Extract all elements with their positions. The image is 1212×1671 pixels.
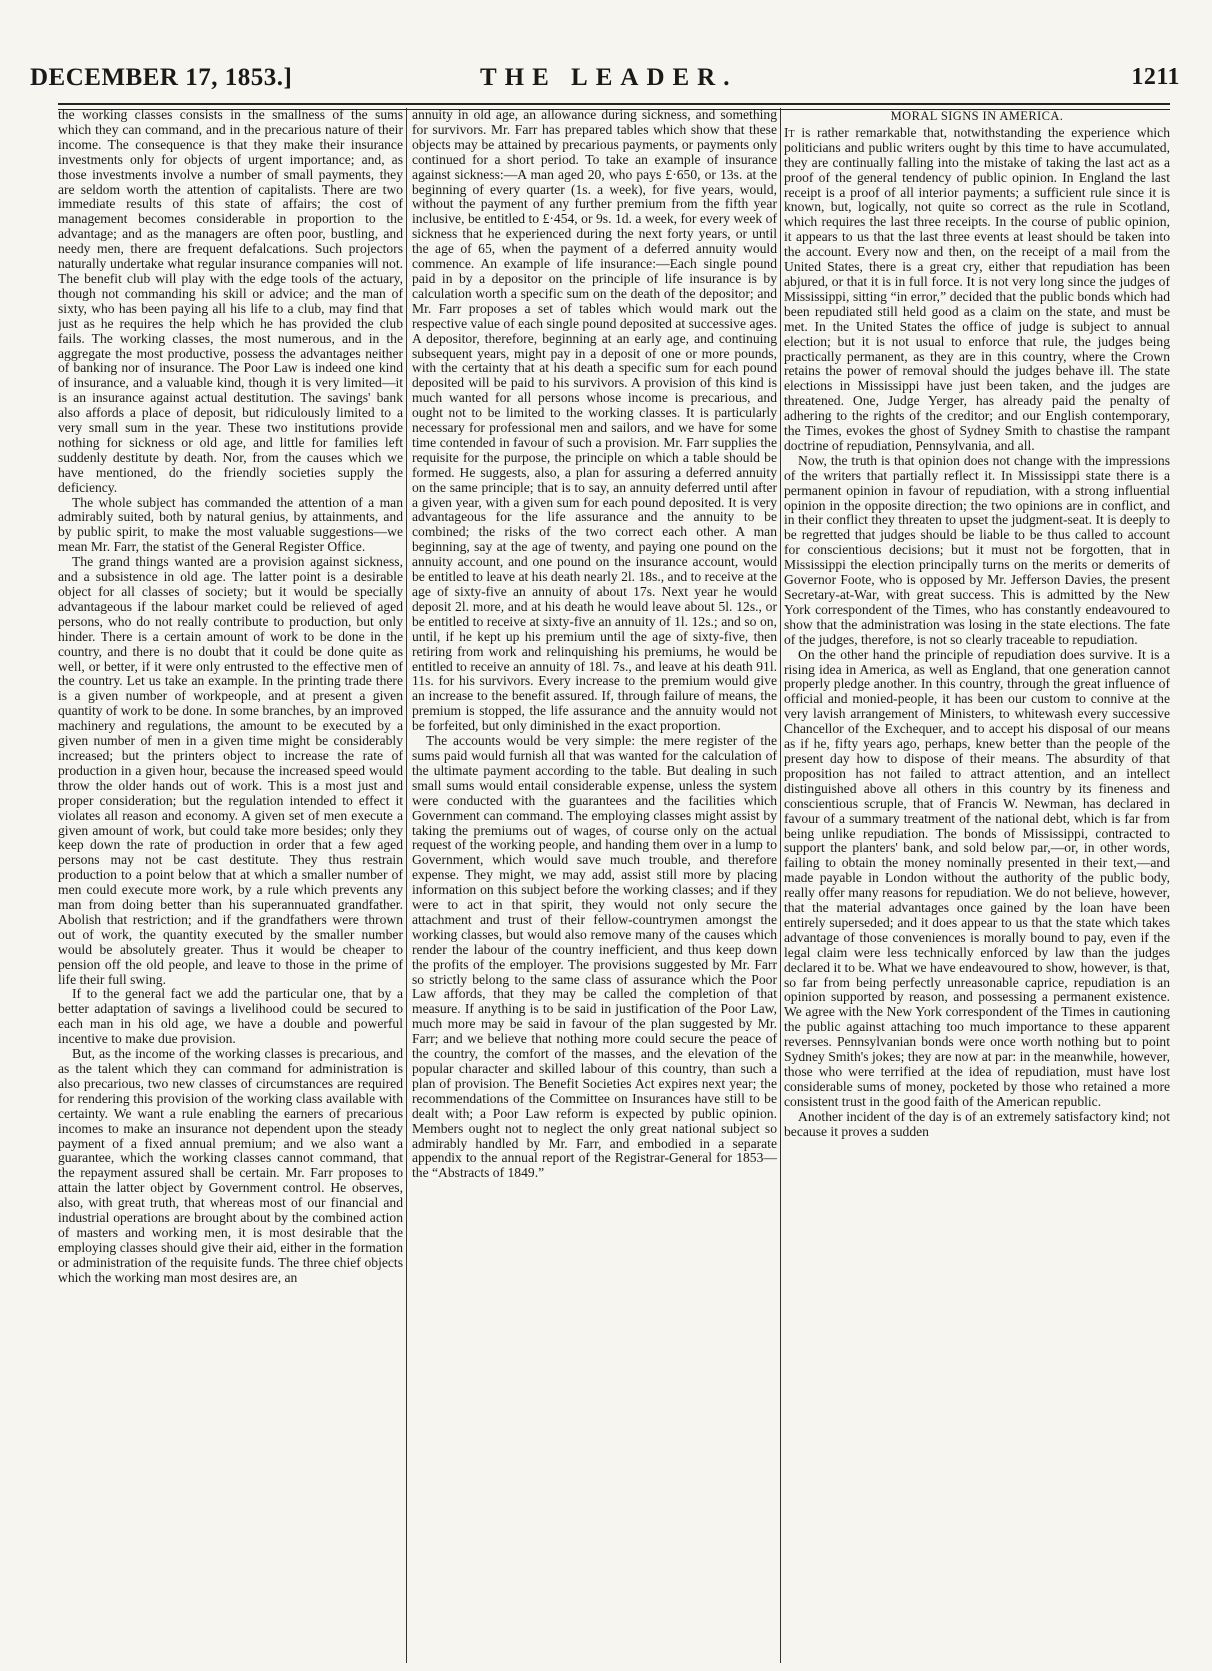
article-heading: MORAL SIGNS IN AMERICA. — [890, 109, 1064, 123]
paragraph: The accounts would be very simple: the mere register of the sums paid would furnish all that was wanted for the calculation of the ultimate payment according to the table. But dealing in such small sums would entail considerable expense, unless the system were conducted with the guarantees and the facilities which Government can command. The employing classes might assist by taking the premiums out of wages, of course only on the actual request of the working people, and handing them over in a lump to Government, which would save much trouble, and therefore expense. They might, we may add, assist still more by placing information on this subject before the working classes; and if they were to act in that spirit, they would not only secure the attachment and trust of their fellow-countrymen amongst the working classes, but would also remove many of the causes which render the labour of the country inefficient, and thus keep down the profits of the employer. The provisions suggested by Mr. Farr so strictly belong to the same class of assurance which the Poor Law affords, that they may be called the completion of that measure. If anything is to be said in justification of the Poor Law, much more may be said in favour of the plan suggested by Mr. Farr; and we believe that nothing more could secure the peace of the country, the comfort of the masses, and the elevation of the popular character and skilled labour of this country, than such a plan of provision. The Benefit Societies Act expires next year; the recommendations of the Committee on Insurances have still to be dealt with; a Poor Law reform is expected by public opinion. Members ought not to neglect the only great national subject so admirably handled by Mr. Farr, and embodied in a separate appendix to the annual report of the Registrar-General for 1853—the “Abstracts of 1849.” — [412, 733, 777, 1181]
paragraph: annuity in old age, an allowance during sickness, and something for survivors. Mr. Farr has prepared tables which show that these objects may be attained by precarious payments, or payments only continued for a short period. To take an example of insurance against sickness:—A man aged 20, who pays £·650, or 13s. at the beginning of every quarter (1s. a week), for five years, would, without the payment of any further premium from the fifth year inclusive, be entitled to £·454, or 9s. 1d. a week, for every week of sickness that he experienced during the next forty years, or until the age of 65, when the payment of a deferred annuity would commence. An example of life insurance:—Each single pound paid in by a depositor on the principle of life insurance is by calculation worth a specific sum on the death of the depositor; and Mr. Farr proposes a set of tables which would mark out the respective value of each single pound deposited at successive ages. A depositor, therefore, beginning at an early age, and continuing subsequent years, might pay in a deposit of one or more pounds, with the certainty that at his death a specific sum for each pound deposited will be paid to his survivors. A provision of this kind is much wanted for all persons whose income is precarious, and ought not to be limited to the working classes. It is particularly necessary for professional men and sailors, and we have for some time contended in favour of such a provision. Mr. Farr supplies the requisite for the purpose, the principle on which a table should be formed. He suggests, also, a plan for assuring a deferred annuity on the same principle; that is to say, an annuity deferred until after a given year, with a given sum for each pound deposited. It is very advantageous for the life assurance and the annuity to be combined; the risks of the two correct each other. A man beginning, say at the age of twenty, and paying one pound on the annuity account, and one pound on the insurance account, would be entitled to leave at his death nearly 2l. 18s., and to receive at the age of sixty-five an annuity of about 17s. Next year he would deposit 2l. more, and at his death he would leave about 5l. 12s., or be entitled to receive at sixty-five an annuity of 1l. 12s.; and so on, until, if he kept up his premium until the age of sixty-five, then retiring from work and relinquishing his premiums, he would be entitled to receive an annuity of 18l. 7s., and leave at his death 91l. 11s. for his survivors. Every increase to the premium would give an increase to the benefit assured. If, through failure of means, the premium is stopped, the life assurance and the annuity would not be forfeited, but only diminished in the exact proportion. — [412, 108, 777, 734]
lead-word: It — [784, 124, 795, 140]
masthead — [30, 64, 1180, 104]
issue-date: DECEMBER 17, 1853.] — [30, 64, 293, 91]
column-3 — [784, 108, 1170, 1663]
paper-title: THE LEADER. — [480, 64, 738, 91]
paragraph: But, as the income of the working classes is precarious, and as the talent which they can command for administration is also precarious, two new classes of circumstances are required for rendering this provision of the working class available with certainty. We want a rule enabling the earners of precarious incomes to make an insurance not dependent upon the steady payment of a fixed annual premium; and we also want a guarantee, which the working classes cannot command, that the repayment assured shall be certain. Mr. Farr proposes to attain the latter object by Government control. He observes, also, with great truth, that whereas most of our financial and industrial operations are brought about by the combined action of masters and working men, it is most desirable that the employing classes should give their aid, either in the formation or administration of the requisite funds. The three chief objects which the working man most desires are, an — [58, 1046, 403, 1285]
column-divider-1 — [406, 108, 407, 1663]
column-2 — [412, 108, 777, 1663]
paragraph-text: is rather remarkable that, notwithstanding the experience which politicians and public writers ought by this time to have accumulated, they are continually falling into the mistake of taking the last act as a proof of the general tendency of public opinion. In England the last receipt is a proof of all interior payments; a sufficient rule since it is known, but, logically, not quite so correct as the rule in Scotland, which requires the last three receipts. In the course of public opinion, it appears to us that the last three events at least should be taken into the account. Every now and then, on the receipt of a mail from the United States, there is a great cry, either that repudiation has been abjured, or that it is in full force. It is not very long since the judges of Mississippi, sitting “in error,” decided that the public bonds which had been repudiated still held good as a claim on the state, and must be met. In the United States the office of judge is subject to annual election; but it is not usual to enforce that rule, the judges being practically permanent, as they are in this country, where the Crown retains the power of removal should the judges behave ill. The state elections in Mississippi have just been taken, and the judges are threatened. One, Judge Yerger, has already paid the penalty of adhering to the rights of the creditor; and our English contemporary, the Times, evokes the ghost of Sydney Smith to chastise the rampant doctrine of repudiation, Pennsylvania, and all. — [784, 124, 1170, 453]
paragraph: Another incident of the day is of an extremely satisfactory kind; not because it proves a sudden — [784, 1108, 1170, 1139]
paragraph: The whole subject has commanded the attention of a man admirably suited, both by natural genius, by attainments, and by public spirit, to make the most valuable suggestions—we mean Mr. Farr, the statist of the General Register Office. — [58, 494, 403, 555]
page-number: 1211 — [1131, 64, 1180, 90]
column-1 — [58, 108, 403, 1663]
paragraph — [784, 126, 1170, 454]
paragraph: The grand things wanted are a provision against sickness, and a subsistence in old age. The latter point is a desirable object for all classes of society; but it would be specially advantageous if the labour market could be relieved of aged persons, who do not really contribute to production, but only hinder. There is a certain amount of work to be done in the country, and there is no doubt that it could be done quite as well, or better, if it were only entrusted to the effective men of the country. Let us take an example. In the printing trade there is a given number of workpeople, and at present a given quantity of work to be done. In some branches, by an improved machinery and regulations, the amount to be executed by a given number of men in a given time might be considerably increased; but the printers object to increase the rate of production in a given hour, because the increased speed would throw the older hands out of work. This is a most just and proper consideration; but the regulation intended to effect it violates all reason and economy. A given set of men execute a given amount of work, but could take more besides; only they keep down the rate of production in order that a few aged persons may not be cast destitute. They thus restrain production to a point below that at which a smaller number of men could execute more work, by a rule which prevents any man from doing better than his superannuated grandfather. Abolish that restriction; and if the grandfathers were thrown out of work, the quantity executed by the smaller number would be absolutely greater. Thus it would be cheaper to pension off the old people, and leave to those in the prime of life their full swing. — [58, 554, 403, 987]
paragraph: the working classes consists in the smallness of the sums which they can command, and in the precarious nature of their income. The consequence is that they make their insurance investments only for objects of urgent importance; and, as those investments involve a number of small payments, they are seldom worth the attention of capitalists. There are two immediate results of this state of affairs; the cost of management becomes considerable in proportion to the advantage; and as the managers are often poor, bustling, and needy men, there are frequent defalcations. Such projectors naturally undertake what regular insurance companies will not. The benefit club will play with the edge tools of the actuary, though not commanding his skill or advice; and the man of sixty, who has been paying all his life to a club, may find that just as he requires the help which he has provided the club fails. The working classes, the most numerous, and in the aggregate the most productive, possess the advantages neither of banking nor of insurance. The Poor Law is indeed one kind of insurance, and a valuable kind, though it is very limited—it is an insurance against actual destitution. The savings' bank also affords a place of deposit, but ridiculously limited to a very small sum in the year. These two institutions provide nothing for sickness or old age, and little for families left suddenly destitute by death. Nor, from the causes which we have mentioned, do the friendly societies supply the deficiency. — [58, 108, 403, 495]
paragraph: If to the general fact we add the particular one, that by a better adaptation of savings a livelihood could be secured to each man in his old age, we have a double and powerful incentive to make due provision. — [58, 986, 403, 1047]
column-divider-2 — [780, 108, 781, 1663]
paragraph: Now, the truth is that opinion does not change with the impressions of the writers that partially reflect it. In Mississippi state there is a permanent opinion in favour of repudiation, with a strong influential opinion in the opposite direction; the two opinions are in conflict, and in their conflict they threaten to upset the judgment-seat. It is deeply to be regretted that judges should be liable to be thus called to account for conscientious decisions; but it must not be forgotten, that in Mississippi the election principally turns on the merits or demerits of Governor Foote, who is opposed by Mr. Jefferson Davies, the present Secretary-at-War, with great success. This is admitted by the New York correspondent of the Times, who has constantly endeavoured to show that the administration was losing in the state elections. The fate of the judges, therefore, is not so clearly traceable to repudiation. — [784, 452, 1170, 647]
paragraph: On the other hand the principle of repudiation does survive. It is a rising idea in America, as well as England, that one generation cannot properly pledge another. In this country, through the great influence of official and monied-people, it has been our custom to connive at the very lavish arrangement of Ministers, to whitewash every successive Chancellor of the Exchequer, and to accept his disposal of our means as if he, fifty years ago, perhaps, knew better than the people of the present day how to dispose of their means. The absurdity of that proposition has not failed to attract attention, and an intellect distinguished above all others in this country by its fineness and conscientious scruple, that of Francis W. Newman, has declared in favour of a summary treatment of the national debt, which is far from being unlike repudiation. The bonds of Mississippi, contracted to support the planters' bank, and sold below par,—or, in other words, failing to obtain the money nominally presented in their text,—and made payable in London without the authority of the public body, really offer many reasons for repudiation. We do not believe, however, that the material advantages once gained by the loan have been entirely superseded; and it does appear to us that the state which takes advantage of those conveniences is morally bound to pay, even if the legal claim were less technically enforced by law than the judges declared it to be. What we have endeavoured to show, however, is that, so far from being perfectly unreasonable caprice, repudiation is an opinion supported by reason, and possessing a permanent existence. We agree with the New York correspondent of the Times in cautioning the public against attaching too much importance to these apparent reverses. Pennsylvanian bonds were once worth nothing but to point Sydney Smith's jokes; they are now at par: in the meanwhile, however, those who were terrified at the idea of repudiation, must have lost considerable sums of money, pocketed by those who retained a more consistent trust in the good faith of the American republic. — [784, 646, 1170, 1109]
